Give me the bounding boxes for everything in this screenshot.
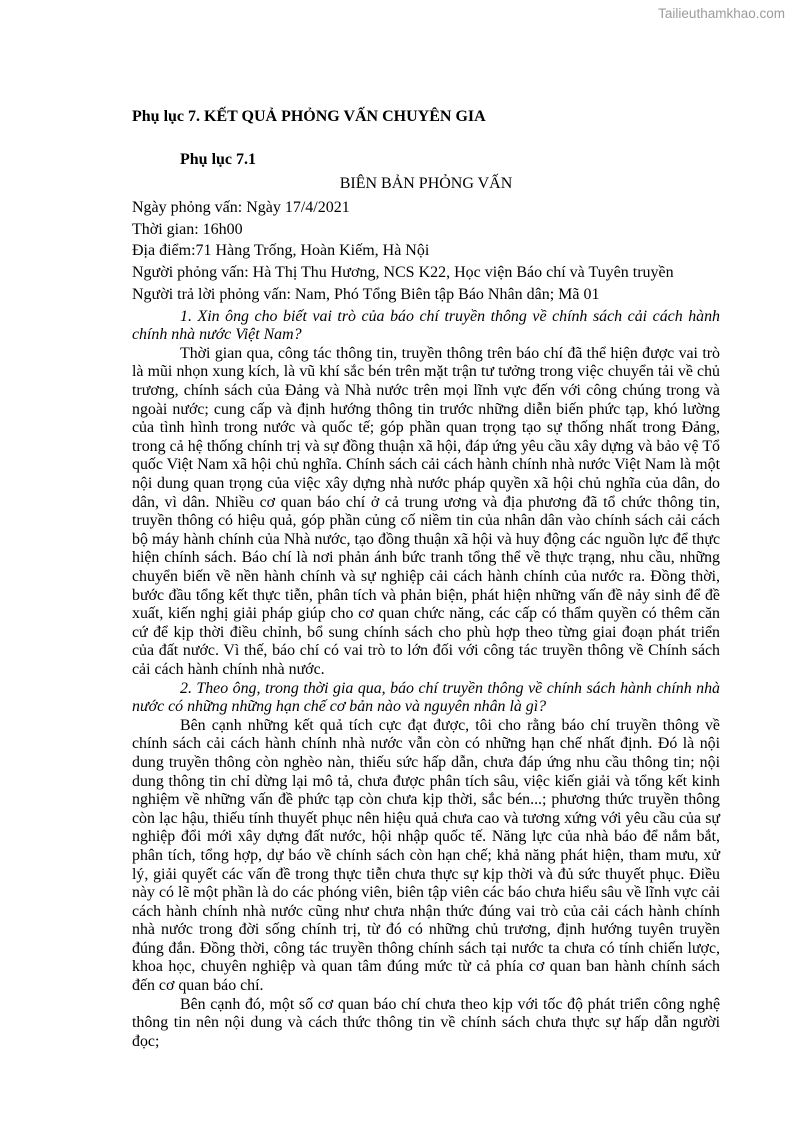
answer-1-paragraph: Thời gian qua, công tác thông tin, truyền thông trên báo chí đã thể hiện được vai trò là mũi nhọn xung kích, là vũ khí sắc bén trên mặt trận tư tưởng trong việc chuyển tải về chủ trương, chính sách của Đảng và Nhà nước trên mọi lĩnh vực đến với công chúng trong và ngoài nước; cung cấp và định hướng thông tin trước những diễn biến phức tạp, khó lường của tình hình trong nước và quốc tế; góp phần quan trọng tạo sự thống nhất trong Đảng, trong cả hệ thống chính trị và sự đồng thuận xã hội, đáp ứng yêu cầu xây dựng và bảo vệ Tổ quốc Việt Nam xã hội chủ nghĩa. Chính sách cải cách hành chính nhà nước Việt Nam là một nội dung quan trọng của việc xây dựng nhà nước pháp quyền xã hội chủ nghĩa của dân, do dân, vì dân. Nhiều cơ quan báo chí ở cả trung ương và địa phương đã tổ chức thông tin, truyền thông có hiệu quả, góp phần củng cố niềm tin của nhân dân vào chính sách cải cách bộ máy hành chính của Nhà nước, tạo đồng thuận xã hội và huy động các nguồn lực để thực hiện chính sách. Báo chí là nơi phản ánh bức tranh tổng thể về thực trạng, nhu cầu, những chuyển biến về nền hành chính và sự nghiệp cải cách hành chính của nước ra. Đồng thời, bước đầu tổng kết thực tiễn, phân tích và phản biện, phát hiện những vấn đề nảy sinh để đề xuất, kiến nghị giải pháp giúp cho cơ quan chức năng, các cấp có thẩm quyền có thêm căn cứ để kịp thời điều chỉnh, bổ sung chính sách cho phù hợp theo từng giai đoạn phát triển của đất nước. Vì thế, báo chí có vai trò to lớn đối với công tác truyền thông về Chính sách cải cách hành chính nhà nước. bbox=[132, 344, 720, 678]
watermark: Tailieuthamkhao.com bbox=[658, 6, 785, 21]
meta-interview-time: Thời gian: 16h00 bbox=[132, 221, 243, 238]
document-title: BIÊN BẢN PHỎNG VẤN bbox=[339, 175, 513, 192]
meta-interview-date: Ngày phỏng vấn: Ngày 17/4/2021 bbox=[132, 199, 350, 216]
meta-interviewer: Người phỏng vấn: Hà Thị Thu Hương, NCS K22, Học viện Báo chí và Tuyên truyền bbox=[132, 264, 674, 281]
appendix-heading: Phụ lục 7. KẾT QUẢ PHỎNG VẤN CHUYÊN GIA bbox=[132, 108, 486, 125]
appendix-subheading: Phụ lục 7.1 bbox=[180, 151, 257, 168]
answer-2-paragraph-1: Bên cạnh những kết quả tích cực đạt được, tôi cho rằng báo chí truyền thông về chính sách cải cách hành chính nhà nước vẫn còn có những hạn chế nhất định. Đó là nội dung truyền thông còn nghèo nàn, thiếu sức hấp dẫn, chưa đáp ứng nhu cầu thông tin; nội dung thông tin chỉ dừng lại mô tả, chưa được phân tích sâu, việc kiến giải và tổng kết kinh nghiệm về những vấn đề phức tạp còn chưa kịp thời, sắc bén...; phương thức truyền thông còn lạc hậu, thiếu tính thuyết phục nên hiệu quả chưa cao và tương xứng với yêu cầu của sự nghiệp đổi mới xây dựng đất nước, hội nhập quốc tế. Năng lực của nhà báo để nắm bắt, phân tích, tổng hợp, dự báo về chính sách còn hạn chế; khả năng phát hiện, tham mưu, xử lý, giải quyết các vấn đề trong thực tiễn chưa thực sự kịp thời và đủ sức thuyết phục. Điều này có lẽ một phần là do các phóng viên, biên tập viên các báo chưa hiểu sâu về lĩnh vực cải cách hành chính nhà nước cũng như chưa nhận thức đúng vai trò của cải cách hành chính nhà nước trong đời sống chính trị, từ đó có những chủ trương, định hướng tuyên truyền đúng đắn. Đồng thời, công tác truyền thông chính sách tại nước ta chưa có tính chiến lược, khoa học, chuyên nghiệp và quan tâm đúng mức từ cả phía cơ quan ban hành chính sách đến cơ quan báo chí. bbox=[132, 716, 720, 995]
answer-2-paragraph-2: Bên cạnh đó, một số cơ quan báo chí chưa theo kịp với tốc độ phát triển công nghệ thông tin nên nội dung và cách thức thông tin về chính sách chưa thực sự hấp dẫn người đọc; bbox=[132, 995, 720, 1050]
question-1: 1. Xin ông cho biết vai trò của báo chí truyền thông về chính sách cải cách hành chính nhà nước Việt Nam? bbox=[132, 307, 720, 344]
meta-interviewee: Người trả lời phỏng vấn: Nam, Phó Tổng Biên tập Báo Nhân dân; Mã 01 bbox=[132, 286, 600, 303]
question-2: 2. Theo ông, trong thời gia qua, báo chí truyền thông về chính sách hành chính nhà nước có những những hạn chế cơ bản nào và nguyên nhân là gì? bbox=[132, 679, 720, 716]
interview-body bbox=[132, 308, 720, 1052]
meta-interview-location: Địa điểm:71 Hàng Trống, Hoàn Kiếm, Hà Nội bbox=[132, 242, 430, 259]
